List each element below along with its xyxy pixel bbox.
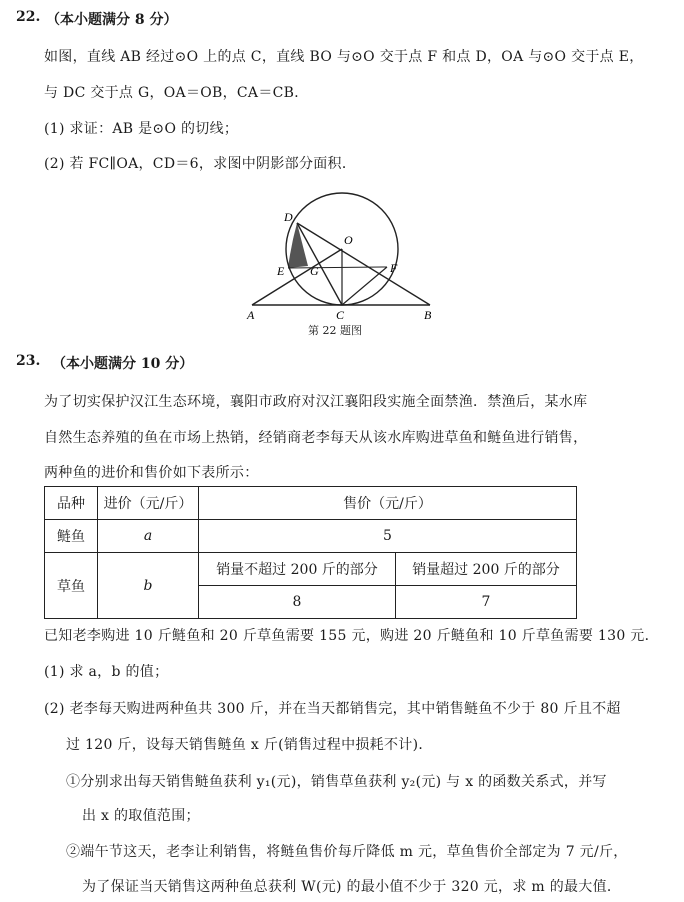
row2-sub2: 销量超过 200 斤的部分 bbox=[396, 553, 577, 586]
label-d: D bbox=[284, 210, 293, 224]
row1-cost: a bbox=[98, 520, 199, 553]
row1-price: 5 bbox=[199, 520, 577, 553]
label-e: E bbox=[277, 264, 285, 278]
row1-kind: 鲢鱼 bbox=[45, 520, 98, 553]
table-row bbox=[45, 520, 577, 553]
label-a: A bbox=[247, 308, 255, 322]
table-header-row bbox=[45, 487, 577, 520]
q23-intro-line1: 为了切实保护汉江生态环境，襄阳市政府对汉江襄阳段实施全面禁渔．禁渔后，某水库 bbox=[44, 394, 588, 410]
q22-stem-line1: 如图，直线 AB 经过⊙O 上的点 C，直线 BO 与⊙O 交于点 F 和点 D，OA 与⊙O 交于点 E， bbox=[44, 49, 644, 65]
q23-part2-line2: 过 120 斤，设每天销售鲢鱼 x 斤(销售过程中损耗不计)． bbox=[66, 737, 433, 753]
row2-kind: 草鱼 bbox=[45, 553, 98, 619]
figure-caption: 第 22 题图 bbox=[308, 324, 362, 337]
q23-part1: (1) 求 a，b 的值； bbox=[44, 664, 169, 680]
label-c: C bbox=[336, 308, 345, 322]
q23-sub2-line2: 为了保证当天销售这两种鱼总获利 W(元) 的最小值不少于 320 元，求 m 的最大值． bbox=[82, 879, 622, 895]
row2-sub1: 销量不超过 200 斤的部分 bbox=[199, 553, 396, 586]
header-cost: 进价（元/斤） bbox=[98, 487, 199, 520]
q23-intro-line3: 两种鱼的进价和售价如下表所示： bbox=[44, 465, 259, 481]
line-ef bbox=[288, 267, 387, 268]
row2-val1: 8 bbox=[199, 586, 396, 619]
label-f: F bbox=[390, 261, 398, 275]
q22-number: 22. bbox=[16, 9, 41, 25]
q22-figure bbox=[238, 190, 448, 344]
table-row bbox=[45, 553, 577, 586]
q23-part2-line1: (2) 老李每天购进两种鱼共 300 斤，并在当天都销售完，其中销售鲢鱼不少于 80 斤且不超 bbox=[44, 701, 621, 717]
q23-sub2-line1: ②端午节这天，老李让利销售，将鲢鱼售价每斤降低 m 元，草鱼售价全部定为 7 元/斤， bbox=[66, 844, 628, 860]
q23-intro-line2: 自然生态养殖的鱼在市场上热销，经销商老李每天从该水库购进草鱼和鲢鱼进行销售， bbox=[44, 430, 588, 446]
q23-sub1-line2: 出 x 的取值范围； bbox=[82, 808, 200, 824]
label-b: B bbox=[424, 308, 432, 322]
line-cf bbox=[342, 267, 387, 305]
row2-val2: 7 bbox=[396, 586, 577, 619]
q23-known: 已知老李购进 10 斤鲢鱼和 20 斤草鱼需要 155 元，购进 20 斤鲢鱼和 10 斤草鱼需要 130 元． bbox=[44, 628, 659, 644]
label-o: O bbox=[344, 233, 353, 247]
header-price: 售价（元/斤） bbox=[199, 487, 577, 520]
q22-score: （本小题满分 8 分） bbox=[46, 12, 178, 28]
q22-part2: (2) 若 FC∥OA，CD＝6，求图中阴影部分面积． bbox=[44, 156, 357, 172]
q23-score: （本小题满分 10 分） bbox=[52, 356, 194, 372]
header-kind: 品种 bbox=[45, 487, 98, 520]
row2-cost: b bbox=[98, 553, 199, 619]
q23-sub1-line1: ①分别求出每天销售鲢鱼获利 y₁(元)，销售草鱼获利 y₂(元) 与 x 的函数关系式，并写 bbox=[66, 774, 607, 790]
label-g: G bbox=[310, 264, 319, 278]
price-table bbox=[44, 486, 577, 619]
geometry-diagram bbox=[238, 190, 448, 340]
q22-stem-line2: 与 DC 交于点 G，OA＝OB，CA＝CB． bbox=[44, 85, 309, 101]
q23-number: 23. bbox=[16, 353, 41, 369]
q22-part1: (1) 求证：AB 是⊙O 的切线； bbox=[44, 121, 239, 137]
shaded-region bbox=[288, 223, 308, 268]
